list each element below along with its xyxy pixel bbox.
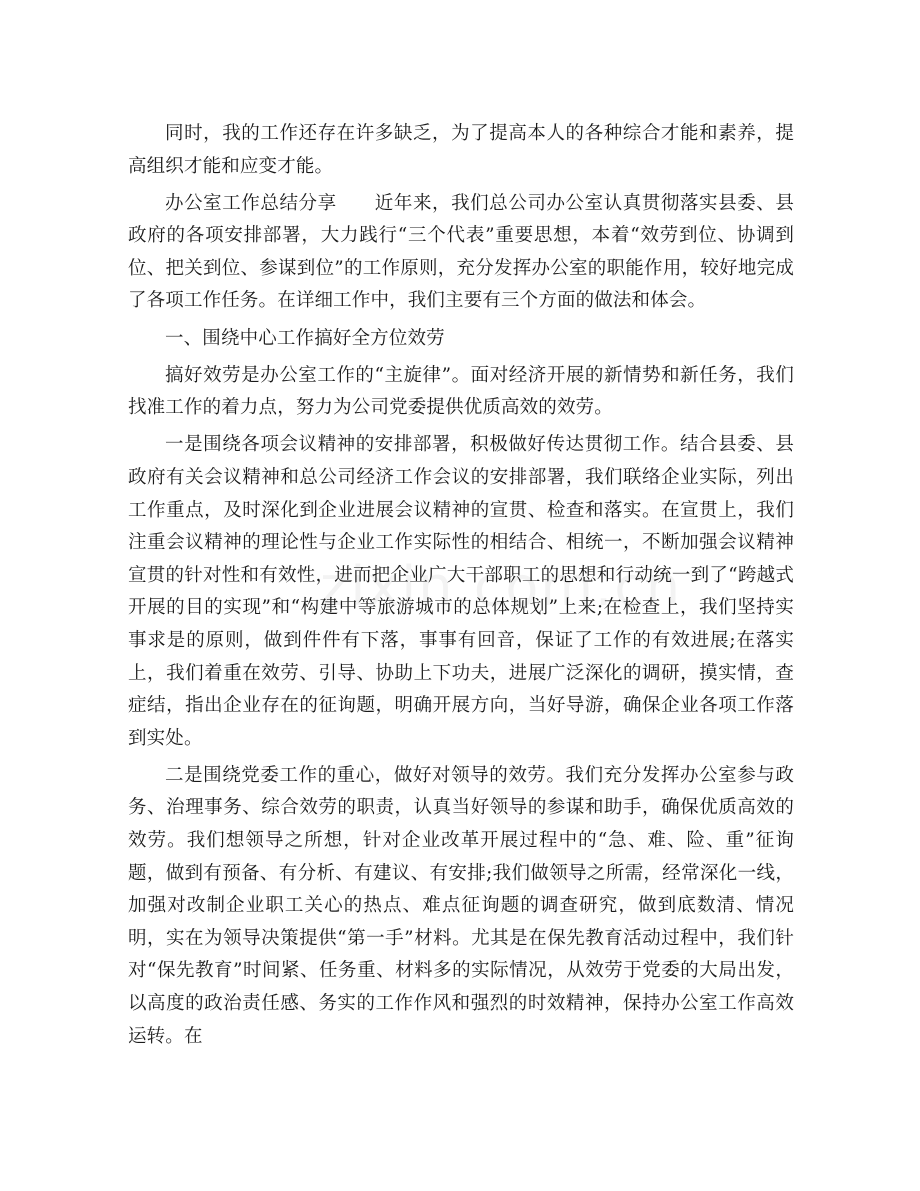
paragraph-1: 同时，我的工作还存在许多缺乏，为了提高本人的各种综合才能和素养，提高组织才能和应变才能。	[128, 123, 794, 177]
paragraph-5: 二是围绕党委工作的重心，做好对领导的效劳。我们充分发挥办公室参与政务、治理事务、综合效劳的职责，认真当好领导的参谋和助手，确保优质高效的效劳。我们想领导之所想，针对企业改革开展过程中的“急、难、险、重”征询题，做到有预备、有分析、有建议、有安排;我们做领导之所需，经常深化一线，加强对改制企业职工关心的热点、难点征询题的调查研究，做到底数清、情况明，实在为领导决策提供“第一手”材料。尤其是在保先教育活动过程中，我们针对“保先教育”时间紧、任务重、材料多的实际情况，从效劳于党委的大局出发，以高度的政治责任感、务实的工作作风和强烈的时效精神，保持办公室工作高效运转。在	[128, 764, 794, 1047]
paragraph-3: 搞好效劳是办公室工作的“主旋律”。面对经济开展的新情势和新任务，我们找准工作的着力点，努力为公司党委提供优质高效的效劳。	[128, 364, 794, 419]
paragraph-2: 办公室工作总结分享 近年来，我们总公司办公室认真贯彻落实县委、县政府的各项安排部署，大力践行“三个代表”重要思想，本着“效劳到位、协调到位、把关到位、参谋到位”的工作原则，充分发挥办公室的职能作用，较好地完成了各项工作任务。在详细工作中，我们主要有三个方面的做法和体会。	[128, 192, 794, 312]
document-body	[128, 118, 794, 1058]
paragraph-4: 一是围绕各项会议精神的安排部署，积极做好传达贯彻工作。结合县委、县政府有关会议精神和总公司经济工作会议的安排部署，我们联络企业实际，列出工作重点，及时深化到企业进展会议精神的宣贯、检查和落实。在宣贯上，我们注重会议精神的理论性与企业工作实际性的相结合、相统一，不断加强会议精神宣贯的针对性和有效性，进而把企业广大干部职工的思想和行动统一到了“跨越式开展的目的实现”和“构建中等旅游城市的总体规划”上来;在检查上，我们坚持实事求是的原则，做到件件有下落，事事有回音，保证了工作的有效进展;在落实上，我们着重在效劳、引导、协助上下功夫，进展广泛深化的调研，摸实情，查症结，指出企业存在的征询题，明确开展方向，当好导游，确保企业各项工作落到实处。	[128, 434, 794, 749]
section-heading-1: 一、围绕中心工作搞好全方位效劳	[165, 327, 445, 349]
